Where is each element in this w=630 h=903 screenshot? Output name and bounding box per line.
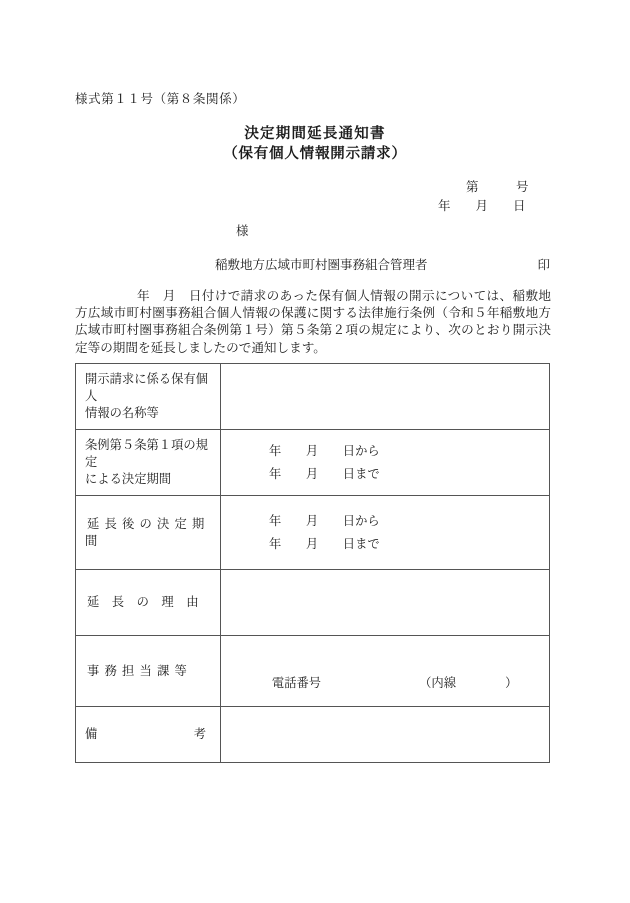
- phone-number-label: 電話番号: [271, 676, 322, 690]
- addressee-field[interactable]: 様: [236, 224, 249, 238]
- document-date-field[interactable]: 年 月 日: [438, 199, 526, 213]
- document-number-field[interactable]: 第 号: [466, 180, 529, 194]
- row-value-cell[interactable]: [221, 636, 550, 707]
- label-remarks-left: 備: [85, 727, 98, 741]
- table-row-responsible-section: [76, 636, 550, 707]
- form-number: 様式第１１号（第８条関係）: [75, 92, 246, 106]
- label-remarks-right: 考: [193, 727, 206, 741]
- table-row-disclosure-info-name: [76, 364, 550, 430]
- original-decision-period-dates: [221, 440, 549, 486]
- body-line-2: 域市町村圏事務組合個人情報の保護に関する法律施行条例（令和５年稲敷地方広域市町: [75, 306, 552, 338]
- label-responsible-section: 事務担当課等: [87, 663, 192, 678]
- extended-period-to-field[interactable]: 年 月 日まで: [269, 536, 380, 551]
- value-extension-reason[interactable]: [221, 595, 549, 611]
- body-line-1: 年 月 日付けで請求のあった保有個人情報の開示については、稲敷地方広: [75, 289, 551, 321]
- label-line-2: による決定期間: [85, 472, 172, 486]
- row-label-cell: [76, 496, 221, 570]
- row-label-cell: [76, 364, 221, 430]
- label-extended-decision-period: 延長後の決定期間: [85, 516, 210, 548]
- row-label-cell: [76, 707, 221, 763]
- row-label-cell: [76, 430, 221, 496]
- row-label-cell: [76, 570, 221, 636]
- value-disclosure-info-name[interactable]: [221, 389, 549, 405]
- value-remarks[interactable]: [221, 727, 549, 743]
- extension-number-label[interactable]: （内線 ）: [419, 676, 518, 690]
- notification-form-table: [75, 363, 550, 763]
- document-meta-block: [430, 178, 560, 216]
- row-value-cell[interactable]: [221, 496, 550, 570]
- original-period-from-field[interactable]: 年 月 日から: [269, 443, 380, 458]
- issuer-name: 稲敷地方広域市町村圏事務組合管理者: [215, 258, 428, 272]
- table-row-extended-decision-period: [76, 496, 550, 570]
- document-subtitle: （保有個人情報開示請求）: [223, 146, 407, 162]
- label-line-1: 条例第５条第１項の規定: [85, 438, 208, 469]
- label-remarks: [76, 720, 220, 749]
- row-value-cell[interactable]: [221, 364, 550, 430]
- body-paragraph: [75, 288, 551, 357]
- label-line-1: 開示請求に係る保有個人: [85, 372, 208, 403]
- label-disclosure-info-name: [76, 365, 220, 428]
- original-period-to-field[interactable]: 年 月 日まで: [269, 466, 380, 481]
- label-line-2: 情報の名称等: [85, 406, 159, 420]
- table-row-original-decision-period: [76, 430, 550, 496]
- seal-mark: 印: [537, 258, 550, 272]
- phone-number-line: [221, 658, 549, 706]
- document-title: 決定期間延長通知書: [244, 126, 386, 142]
- label-original-decision-period: [76, 431, 220, 494]
- table-row-extension-reason: [76, 570, 550, 636]
- label-extension-reason: 延長の理由: [87, 595, 211, 609]
- extended-period-from-field[interactable]: 年 月 日から: [269, 513, 380, 528]
- title-block: [0, 124, 630, 164]
- body-line-4: 延長しましたので通知します。: [150, 340, 326, 355]
- row-value-cell[interactable]: [221, 570, 550, 636]
- row-value-cell[interactable]: [221, 430, 550, 496]
- row-label-cell: [76, 636, 221, 707]
- row-value-cell[interactable]: [221, 707, 550, 763]
- issuer-line: [215, 255, 550, 273]
- table-row-remarks: [76, 707, 550, 763]
- extended-decision-period-dates: [221, 510, 549, 556]
- body-line-3: 村圏事務組合条例第１号）第５条第２項の規定により、次のとおり開示決定等の期間を: [75, 323, 552, 355]
